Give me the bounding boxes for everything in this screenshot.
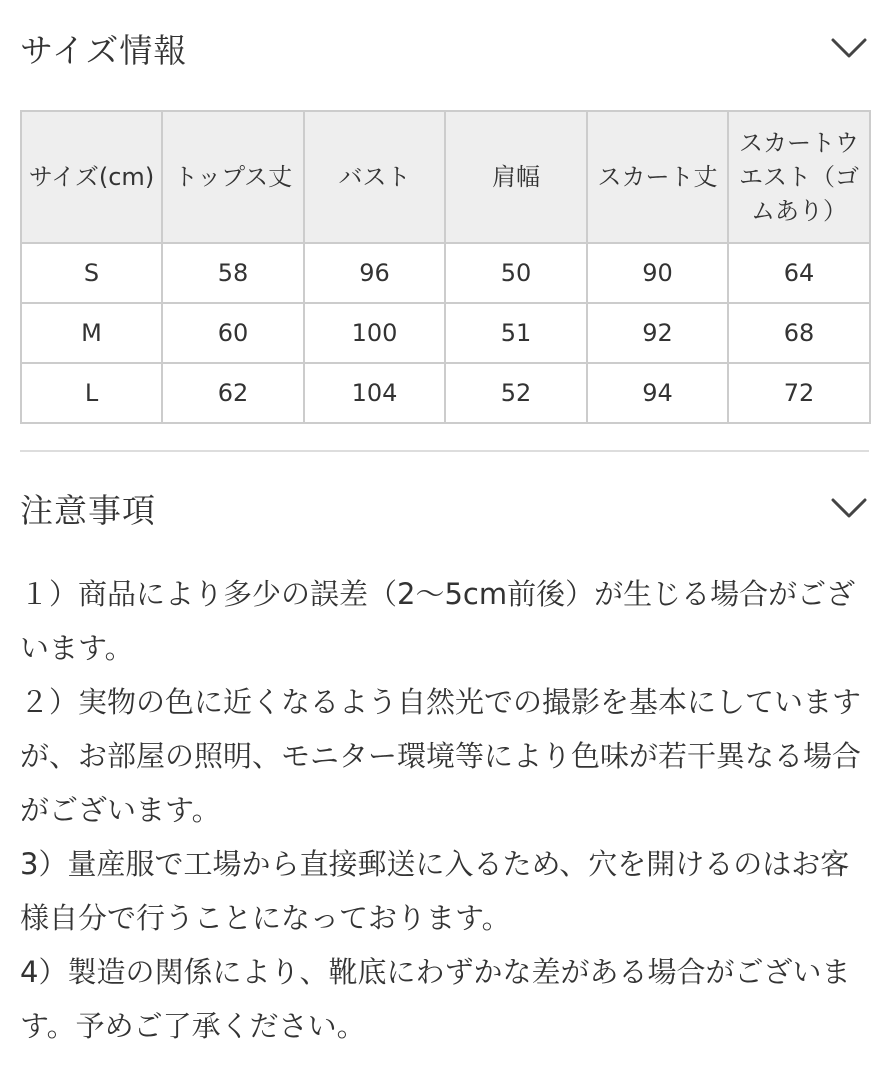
table-cell: M <box>21 303 162 363</box>
notes-content <box>20 567 871 1053</box>
table-header-cell: バスト <box>304 111 445 243</box>
size-info-header[interactable] <box>20 18 869 78</box>
chevron-down-icon[interactable] <box>829 488 869 528</box>
table-cell: 72 <box>728 363 870 423</box>
note-item: １）商品により多少の誤差（2〜5cm前後）が生じる場合がございます。 <box>20 577 856 665</box>
table-header-cell: トップス丈 <box>162 111 304 243</box>
table-cell: 92 <box>587 303 728 363</box>
table-cell: 104 <box>304 363 445 423</box>
chevron-down-icon[interactable] <box>829 28 869 68</box>
table-cell: 100 <box>304 303 445 363</box>
table-cell: 90 <box>587 243 728 303</box>
table-cell: 60 <box>162 303 304 363</box>
table-header-cell: スカートウエスト（ゴムあり） <box>728 111 870 243</box>
table-header-cell: サイズ(cm) <box>21 111 162 243</box>
note-item: ２）実物の色に近くなるよう自然光での撮影を基本にしていますが、お部屋の照明、モニター環境等により色味が若干異なる場合がございます。 <box>20 685 862 827</box>
table-header-row <box>21 111 870 243</box>
table-header-cell: 肩幅 <box>445 111 587 243</box>
table-cell: 52 <box>445 363 587 423</box>
table-cell: S <box>21 243 162 303</box>
section-divider <box>20 450 869 452</box>
table-cell: 68 <box>728 303 870 363</box>
table-cell: 94 <box>587 363 728 423</box>
size-info-title: サイズ情報 <box>20 30 188 70</box>
notes-title: 注意事項 <box>20 490 156 530</box>
note-item: 4）製造の関係により、靴底にわずかな差がある場合がございます。予めご了承ください。 <box>20 955 851 1043</box>
table-cell: 50 <box>445 243 587 303</box>
table-cell: 51 <box>445 303 587 363</box>
notes-header[interactable] <box>20 478 869 538</box>
table-header-cell: スカート丈 <box>587 111 728 243</box>
note-item: 3）量産服で工場から直接郵送に入るため、穴を開けるのはお客様自分で行うことになっております。 <box>20 847 850 935</box>
size-table <box>20 110 871 424</box>
table-cell: 64 <box>728 243 870 303</box>
table-cell: 62 <box>162 363 304 423</box>
table-row <box>21 303 870 363</box>
table-row <box>21 363 870 423</box>
table-row <box>21 243 870 303</box>
table-cell: L <box>21 363 162 423</box>
table-cell: 96 <box>304 243 445 303</box>
table-cell: 58 <box>162 243 304 303</box>
